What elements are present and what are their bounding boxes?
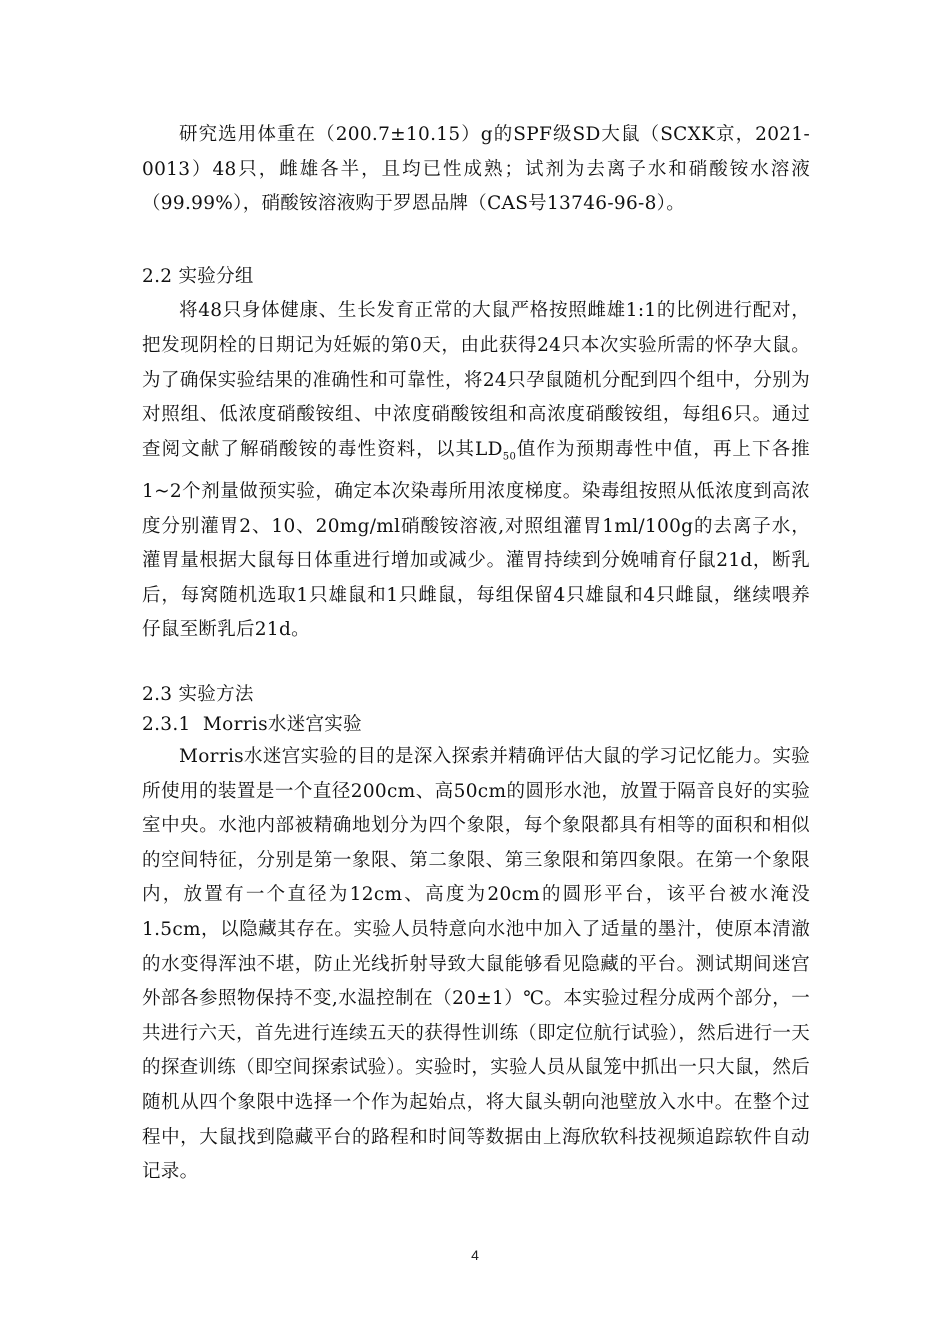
subsection-heading-morris: 2.3.1 Morris水迷宫实验	[142, 714, 362, 735]
spacer	[142, 222, 810, 260]
grouping-text-part2: 值作为预期毒性中值，再上下各推1~2个剂量做预实验，确定本次染毒所用浓度梯度。染毒组按照从低浓度到高浓度分别灌胃2、10、20mg/ml硝酸铵溶液,对照组灌胃1ml/100g的去离子水，灌胃量根据大鼠每日体重进行增加或减少。灌胃持续到分娩哺育仔鼠21d，断乳后，每窝随机选取1只雄鼠和1只雌鼠，每组保留4只雄鼠和4只雌鼠，继续喂养仔鼠至断乳后21d。	[142, 438, 810, 641]
grouping-paragraph	[142, 294, 810, 648]
section-heading-grouping: 2.2 实验分组	[142, 265, 254, 287]
grouping-text-part1: 将48只身体健康、生长发育正常的大鼠严格按照雌雄1:1的比例进行配对，把发现阴栓的日期记为妊娠的第0天，由此获得24只本次实验所需的怀孕大鼠。为了确保实验结果的准确性和可靠性，将24只孕鼠随机分配到四个组中，分别为对照组、低浓度硝酸铵组、中浓度硝酸铵组和高浓度硝酸铵组，每组6只。通过查阅文献了解硝酸铵的毒性资料，以其LD	[142, 300, 810, 460]
morris-paragraph: Morris水迷宫实验的目的是深入探索并精确评估大鼠的学习记忆能力。实验所使用的装置是一个直径200cm、高50cm的圆形水池，放置于隔音良好的实验室中央。水池内部被精确地划分为四个象限，每个象限都具有相等的面积和相似的空间特征，分别是第一象限、第二象限、第三象限和第四象限。在第一个象限内，放置有一个直径为12cm、高度为20cm的圆形平台，该平台被水淹没1.5cm，以隐藏其存在。实验人员特意向水池中加入了适量的墨汁，使原本清澈的水变得浑浊不堪，防止光线折射导致大鼠能够看见隐藏的平台。测试期间迷宫外部各参照物保持不变,水温控制在（20±1）℃。本实验过程分成两个部分，一共进行六天，首先进行连续五天的获得性训练（即定位航行试验），然后进行一天的探查训练（即空间探索试验）。实验时，实验人员从鼠笼中抓出一只大鼠，然后随机从四个象限中选择一个作为起始点，将大鼠头朝向池壁放入水中。在整个过程中，大鼠找到隐藏平台的路程和时间等数据由上海欣软科技视频追踪软件自动记录。	[142, 746, 810, 1183]
page-number: 4	[471, 1247, 479, 1263]
page-body	[142, 118, 810, 1190]
materials-paragraph: 研究选用体重在（200.7±10.15）g的SPF级SD大鼠（SCXK京，2021-0013）48只，雌雄各半，且均已性成熟；试剂为去离子水和硝酸铵水溶液（99.99%），硝酸铵溶液购于罗恩品牌（CAS号13746-96-8）。	[142, 124, 810, 215]
spacer	[142, 648, 810, 680]
section-heading-methods: 2.3 实验方法	[142, 684, 254, 705]
ld-subscript: 50	[502, 451, 517, 463]
